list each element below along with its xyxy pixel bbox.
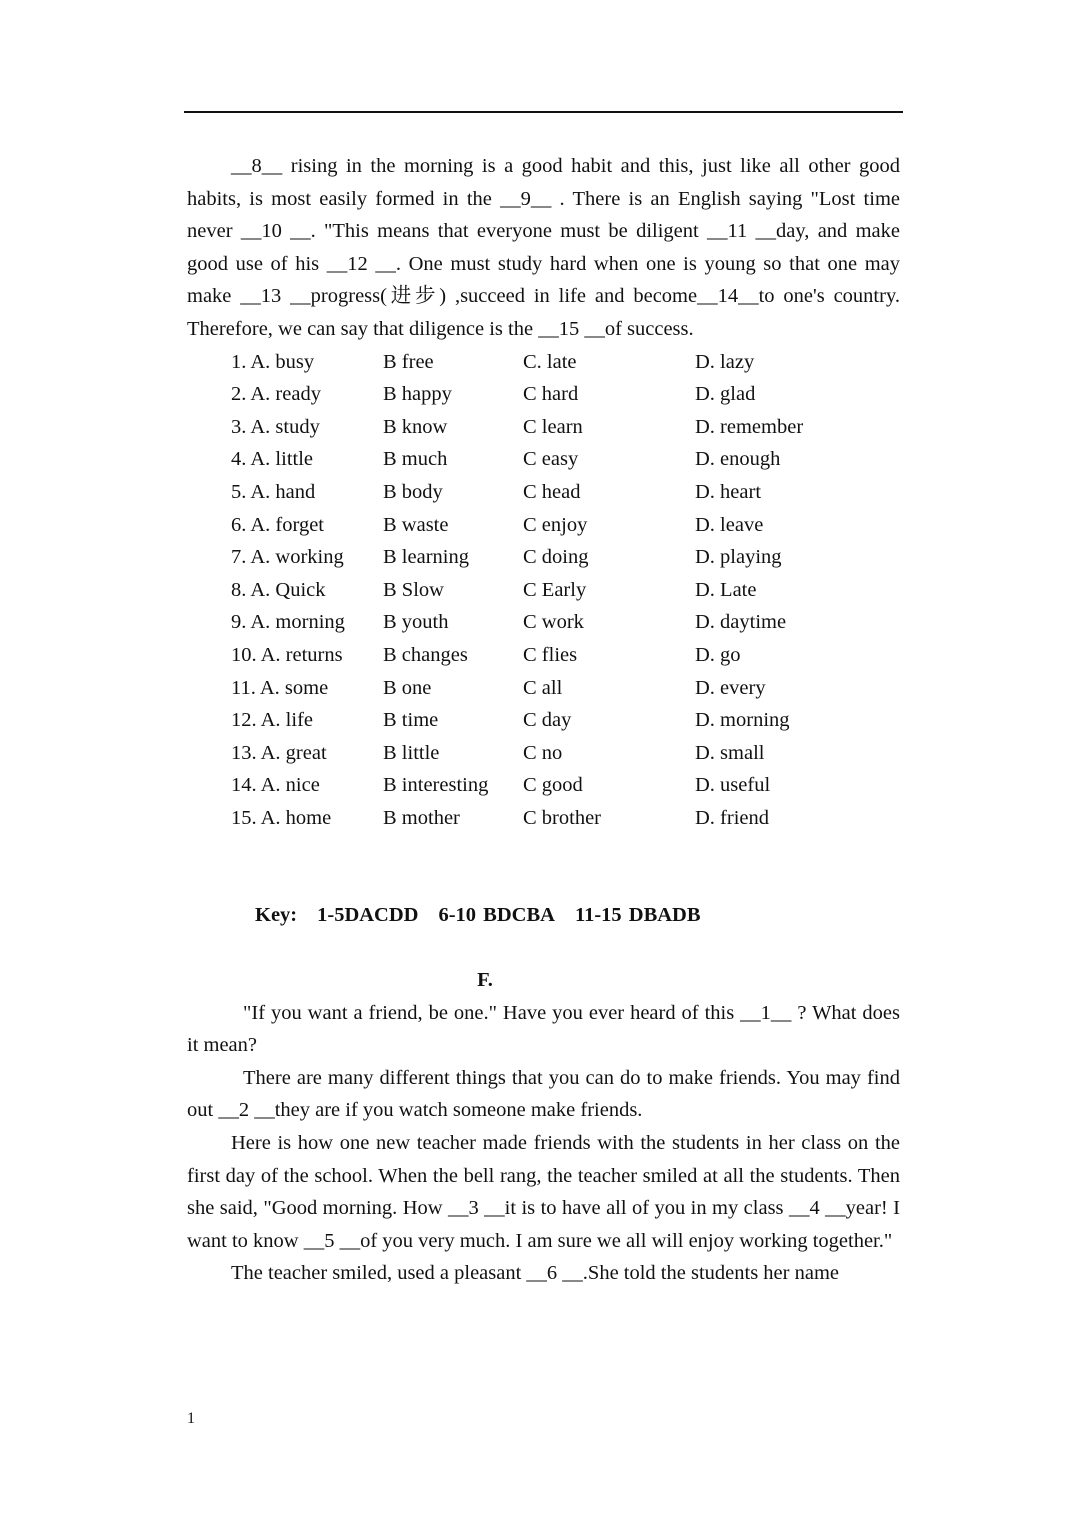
page-number: 1 (187, 1410, 195, 1427)
option-row-7 (187, 541, 900, 574)
option-row-11 (187, 672, 900, 705)
section-f-paragraph-4: The teacher smiled, used a pleasant __6 __.She told the students her name (231, 1262, 839, 1285)
answer-key-part2: 6-10 BDCBA (438, 904, 555, 927)
option-row-4 (187, 443, 900, 476)
option-row-5 (187, 476, 900, 509)
option-b: B happy (383, 383, 452, 406)
option-d: D. go (695, 643, 741, 666)
option-d: D. lazy (695, 350, 755, 373)
option-d: D. glad (695, 383, 756, 406)
option-a: 15. A. home (231, 806, 332, 829)
option-a: 12. A. life (231, 709, 313, 732)
answer-key (187, 899, 900, 932)
option-row-15 (187, 802, 900, 835)
option-c: C easy (523, 448, 579, 471)
answer-key-part1: 1-5DACDD (317, 904, 419, 927)
option-c: C learn (523, 415, 583, 438)
option-b: B interesting (383, 774, 489, 797)
option-d: D. friend (695, 806, 770, 829)
option-row-8 (187, 574, 900, 607)
option-c: C. late (523, 350, 577, 373)
option-a: 2. A. ready (231, 383, 321, 406)
option-c: C all (523, 676, 563, 699)
section-f-paragraph-3: Here is how one new teacher made friends with the students in her class on the first day of the school. When the bell rang, the teacher smiled at all the students. Then she said, "Good morning. How __3 __it is to have all of you in my class __4 __year! I want to know __5 __of you very much. I am sure we all will enjoy working together." (187, 1132, 900, 1252)
option-c: C hard (523, 383, 579, 406)
option-row-2 (187, 378, 900, 411)
option-a: 6. A. forget (231, 513, 325, 536)
option-d: D. playing (695, 546, 782, 569)
option-b: B youth (383, 611, 449, 634)
option-b: B body (383, 480, 443, 503)
option-d: D. small (695, 741, 765, 764)
option-c: C no (523, 741, 563, 764)
section-f-paragraph-1: "If you want a friend, be one." Have you ever heard of this __1__ ? What does it mean? (187, 1001, 900, 1057)
option-row-6 (187, 509, 900, 542)
option-c: C head (523, 480, 581, 503)
option-d: D. every (695, 676, 766, 699)
section-f-paragraph-2: There are many different things that you can do to make friends. You may find out __2 __they are if you watch someone make friends. (187, 1066, 900, 1122)
option-a: 9. A. morning (231, 611, 345, 634)
option-row-12 (187, 704, 900, 737)
option-a: 8. A. Quick (231, 578, 326, 601)
option-d: D. Late (695, 578, 757, 601)
option-row-3 (187, 411, 900, 444)
option-row-10 (187, 639, 900, 672)
option-a: 5. A. hand (231, 480, 316, 503)
option-row-13 (187, 737, 900, 770)
option-a: 4. A. little (231, 448, 313, 471)
option-b: B much (383, 448, 448, 471)
header-rule (184, 111, 903, 113)
option-b: B learning (383, 546, 469, 569)
section-heading: F. (477, 969, 493, 992)
option-d: D. morning (695, 709, 790, 732)
option-b: B free (383, 350, 434, 373)
option-a: 3. A. study (231, 415, 320, 438)
option-a: 10. A. returns (231, 643, 343, 666)
option-a: 11. A. some (231, 676, 329, 699)
option-row-9 (187, 606, 900, 639)
option-d: D. heart (695, 480, 762, 503)
option-d: D. enough (695, 448, 781, 471)
option-c: C enjoy (523, 513, 588, 536)
answer-key-label: Key: (255, 904, 298, 927)
option-a: 13. A. great (231, 741, 327, 764)
options-list (187, 346, 900, 835)
option-a: 14. A. nice (231, 774, 320, 797)
option-c: C Early (523, 578, 587, 601)
option-c: C day (523, 709, 572, 732)
option-c: C brother (523, 806, 601, 829)
option-d: D. daytime (695, 611, 787, 634)
option-b: B one (383, 676, 432, 699)
option-b: B waste (383, 513, 449, 536)
document-body (187, 150, 900, 1290)
option-row-1 (187, 346, 900, 379)
option-c: C doing (523, 546, 589, 569)
option-c: C work (523, 611, 584, 634)
passage-paragraph: __8__ rising in the morning is a good habit and this, just like all other good habits, is most easily formed in the __9__ . There is an English saying "Lost time never __10 __. "This means that everyone must be diligent __11 __day, and make good use of his __12 __. One must study hard when one is young so that one may make __13 __progress(进步) ,succeed in life and become__14__to one's country. Therefore, we can say that diligence is the __15 __of success. (187, 155, 900, 340)
option-b: B Slow (383, 578, 444, 601)
option-b: B little (383, 741, 440, 764)
option-b: B know (383, 415, 448, 438)
option-d: D. leave (695, 513, 764, 536)
option-c: C flies (523, 643, 578, 666)
option-b: B mother (383, 806, 460, 829)
answer-key-part3: 11-15 DBADB (574, 904, 701, 927)
option-b: B time (383, 709, 439, 732)
option-b: B changes (383, 643, 468, 666)
option-a: 7. A. working (231, 546, 344, 569)
option-a: 1. A. busy (231, 350, 315, 373)
option-row-14 (187, 769, 900, 802)
option-c: C good (523, 774, 583, 797)
option-d: D. useful (695, 774, 771, 797)
option-d: D. remember (695, 415, 804, 438)
